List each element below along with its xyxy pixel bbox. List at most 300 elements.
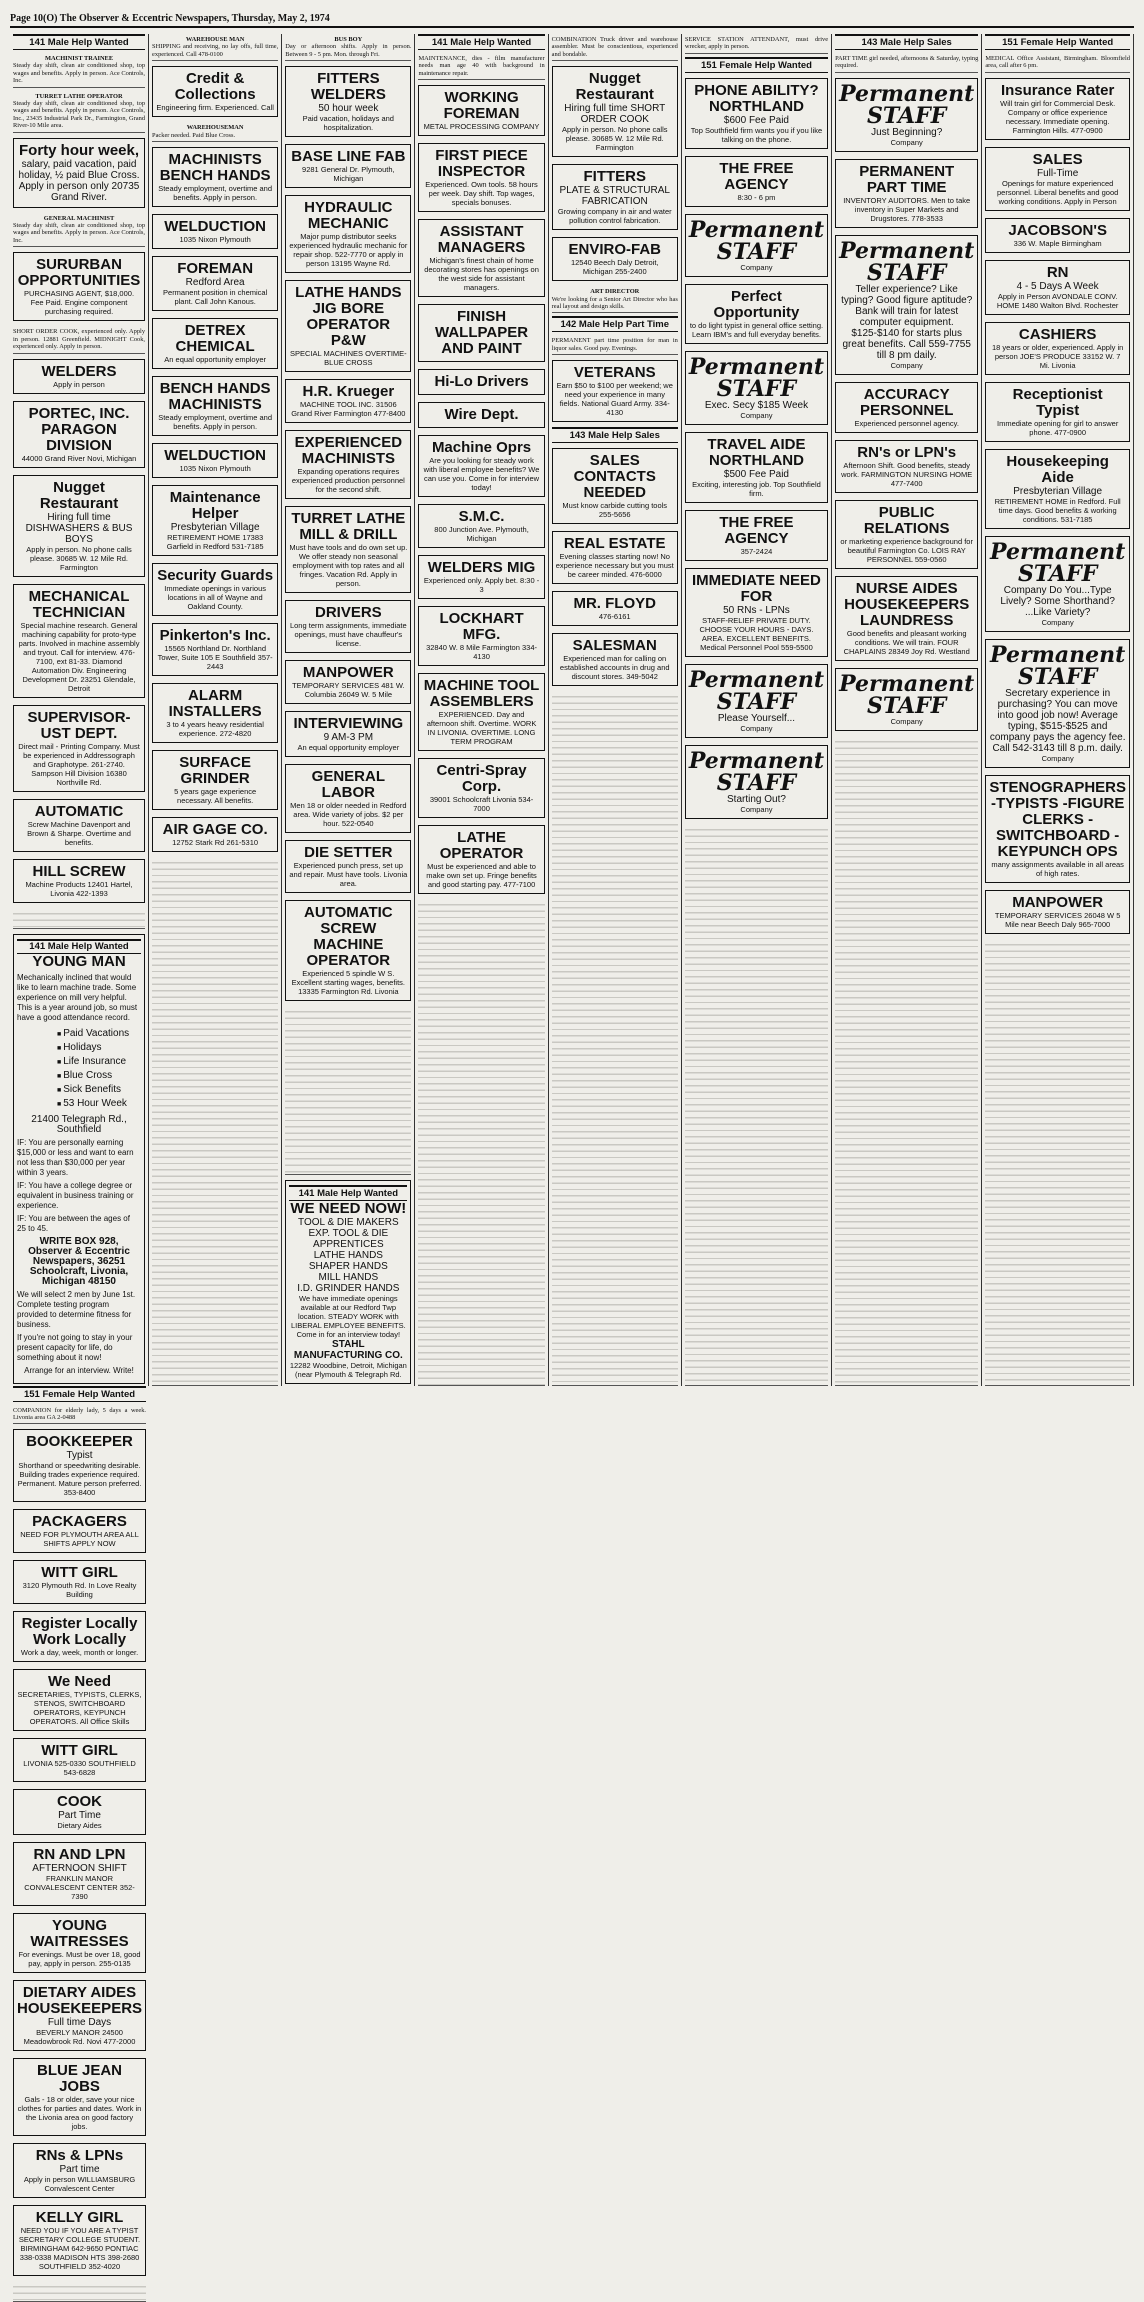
ad-details: Gals - 18 or older, save your nice clothes for parties and dates. Work in the Livonia area on good factory jobs. [17, 2095, 142, 2131]
benefit-item: ■ Paid Vacations [57, 1027, 141, 1041]
classified-ad [552, 286, 678, 313]
ad-subhead: Please Yourself... [689, 713, 824, 724]
ad-headline: TURRET LATHE MILL & DRILL [289, 511, 407, 543]
classified-column [682, 34, 832, 1386]
classified-ad [13, 326, 145, 353]
ad-invite: Come in for an interview today! [289, 1330, 407, 1339]
ad-details: 336 W. Maple Birmingham [989, 239, 1126, 248]
classified-ad [685, 34, 828, 54]
ad-headline: Centri-Spray Corp. [422, 763, 540, 795]
ad-subhead: Teller experience? Like typing? Good figure aptitude? Bank will train for latest computer equipment. $125-$140 for starts plus great benefits. Call 559-7755 till 8 pm daily. [839, 284, 974, 361]
ad-details: LIVONIA 525-0330 SOUTHFIELD 543-6828 [17, 1759, 142, 1777]
ad-details: Company [689, 263, 824, 272]
display-ad [285, 144, 411, 188]
display-ad [152, 214, 278, 249]
ad-details: Shorthand or speedwriting desirable. Building trades experience required. Permanent. Mature person preferred. 353-8400 [17, 1461, 142, 1497]
display-ad [13, 1738, 146, 1782]
ad-subhead: Presbyterian Village [989, 486, 1126, 497]
ad-headline: Permanent STAFF [689, 356, 824, 400]
ad-details: many assignments available in all areas of high rates. [989, 860, 1126, 878]
ad-headline: FINISH WALLPAPER AND PAINT [422, 309, 540, 357]
section-header: 141 Male Help Wanted [418, 34, 544, 50]
ad-details: Company [689, 724, 824, 733]
ad-details: NEED FOR PLYMOUTH AREA ALL SHIFTS APPLY NOW [17, 1530, 142, 1548]
ad-details: SECRETARIES, TYPISTS, CLERKS, STENOS, SWITCHBOARD OPERATORS, KEYPUNCH OPERATORS. All Office Skills [17, 1690, 142, 1726]
display-ad [985, 260, 1130, 315]
ad-headline: WELDUCTION [156, 219, 274, 235]
display-ad [685, 214, 828, 277]
ad-details: Special machine research. General machining capability for proto-type parts. Involved in machine assembly and tryout. Call for interview. 476-7100, ext 81-33. Diamond Automation Div. Engineering Development Dr. 23251 Glendale, Detroit [17, 621, 141, 693]
ad-details: EXPERIENCED. Day and afternoon shift. Overtime. WORK IN LIVONIA. OVERTIME. LONG TERM PROGRAM [422, 710, 540, 746]
ad-title: WAREHOUSE MAN [152, 36, 278, 43]
display-ad [13, 1913, 146, 1973]
ad-headline: Security Guards [156, 568, 274, 584]
ad-headline: MANPOWER [989, 895, 1126, 911]
ad-headline: BENCH HANDS MACHINISTS [156, 381, 274, 413]
ad-headline: LOCKHART MFG. [422, 611, 540, 643]
classified-ad [13, 213, 145, 248]
ad-headline: KELLY GIRL [17, 2210, 142, 2226]
ad-details: 3120 Plymouth Rd. In Love Realty Building [17, 1581, 142, 1599]
ad-headline: Permanent STAFF [839, 673, 974, 717]
display-ad [152, 147, 278, 207]
ad-headline: AUTOMATIC SCREW MACHINE OPERATOR [289, 905, 407, 969]
display-ad [985, 147, 1130, 211]
display-ad [152, 563, 278, 616]
ad-body: SHIPPING and receiving, no lay offs, full time, experienced. Call 478-0100 [152, 43, 278, 57]
display-ad [418, 555, 544, 599]
ad-details: 5 years gage experience necessary. All benefits. [156, 787, 274, 805]
ad-subhead: $600 Fee Paid [689, 115, 824, 126]
ad-details: Men 18 or older needed in Redford area. Wide variety of jobs. $2 per hour. 522-0540 [289, 801, 407, 828]
ad-headline: LATHE OPERATOR [422, 830, 540, 862]
classified-column [549, 34, 682, 1386]
display-ad [552, 633, 678, 686]
display-ad [13, 1611, 146, 1662]
ad-details: Evening classes starting now! No experience necessary but you must be career minded. 476-6000 [556, 552, 674, 579]
ad-headline: LATHE HANDS JIG BORE OPERATOR P&W [289, 285, 407, 349]
display-ad [13, 1669, 146, 1731]
fine-print-ads [985, 939, 1130, 1386]
ad-details: 12540 Beech Daly Detroit, Michigan 255-2400 [556, 258, 674, 276]
ad-headline: Credit & Collections [156, 71, 274, 103]
classified-ad [152, 122, 278, 142]
ad-details: to do light typist in general office setting. Learn IBM's and full everyday benefits. [689, 321, 824, 339]
ad-headline: SURFACE GRINDER [156, 755, 274, 787]
ad-details: Apply in person. No phone calls please. 30685 W. 12 Mile Rd. Farmington [17, 545, 141, 572]
ad-details: Company [839, 138, 974, 147]
display-ad [418, 143, 544, 212]
ad-headline: Pinkerton's Inc. [156, 628, 274, 644]
ad-details: TEMPORARY SERVICES 481 W. Columbia 26049 W. 5 Mile [289, 681, 407, 699]
ad-details: Paid vacation, holidays and hospitalization. [289, 114, 407, 132]
job-title: LATHE HANDS [289, 1250, 407, 1261]
ad-body: MAINTENANCE, dies - film manufacturer needs man age 40 with background in maintenance repair. [418, 55, 544, 77]
fine-print-ads [13, 908, 145, 929]
section-header: 143 Male Help Sales [835, 34, 978, 50]
newspaper-page [10, 10, 1134, 1860]
ad-body: We have immediate openings available at our Redford Twp location. STEADY WORK with LIBERAL EMPLOYEE BENEFITS. [289, 1294, 407, 1330]
display-ad [985, 382, 1130, 442]
classified-ad [552, 335, 678, 355]
ad-subhead: Starting Out? [689, 794, 824, 805]
ad-details: BEVERLY MANOR 24500 Meadowbrook Rd. Novi 477-2000 [17, 2028, 142, 2046]
display-ad [685, 510, 828, 561]
ad-subhead: Redford Area [156, 277, 274, 288]
section-header: 151 Female Help Wanted [985, 34, 1130, 50]
display-ad [13, 584, 145, 698]
ad-details: INVENTORY AUDITORS. Men to take inventory in Super Markets and Drugstores. 778-3533 [839, 196, 974, 223]
classified-ad [13, 53, 145, 88]
display-ad [418, 504, 544, 548]
display-ad [985, 218, 1130, 253]
ad-subhead: Hiring full time DISHWASHERS & BUS BOYS [17, 512, 141, 545]
ad-headline: WELDERS MIG [422, 560, 540, 576]
display-ad [418, 435, 544, 497]
display-ad [13, 401, 145, 468]
ad-headline: GENERAL LABOR [289, 769, 407, 801]
ad-details: For evenings. Must be over 18, good pay, apply in person. 255-0135 [17, 1950, 142, 1968]
display-ad [835, 668, 978, 731]
ad-headline: WELDERS [17, 364, 141, 380]
ad-headline: PACKAGERS [17, 1514, 142, 1530]
ad-headline: INTERVIEWING [289, 716, 407, 732]
ad-details: 357-2424 [689, 547, 824, 556]
display-ad [285, 660, 411, 704]
display-ad [152, 750, 278, 810]
ad-details: Company [839, 361, 974, 370]
ad-headline: WITT GIRL [17, 1743, 142, 1759]
stahl-ad [285, 1180, 411, 1384]
ad-body: COMBINATION Truck driver and warehouse assembler. Must be conscientious, experienced and bondable. [552, 36, 678, 58]
classified-column [10, 1386, 149, 2302]
display-ad [418, 758, 544, 818]
page-title: Page 10(O) The Observer & Eccentric Newspapers, Thursday, May 2, 1974 [10, 13, 330, 24]
display-ad [552, 448, 678, 524]
ad-details: Experienced personnel agency. [839, 419, 974, 428]
ad-headline: DIE SETTER [289, 845, 407, 861]
ad-headline: RN's or LPN's [839, 445, 974, 461]
display-ad [13, 705, 145, 792]
ad-headline: SALES [989, 152, 1126, 168]
display-ad [13, 1560, 146, 1604]
display-ad [285, 764, 411, 833]
ad-headline: NURSE AIDES HOUSEKEEPERS LAUNDRESS [839, 581, 974, 629]
ad-details: Apply in person WILLIAMSBURG Convalescent Center [17, 2175, 142, 2193]
display-ad [13, 2058, 146, 2136]
ad-headline: MACHINISTS BENCH HANDS [156, 152, 274, 184]
section-header: 141 Male Help Wanted [17, 939, 141, 954]
classified-ad [152, 34, 278, 61]
ad-headline: Receptionist Typist [989, 387, 1126, 419]
ad-details: Must know carbide cutting tools 255-5656 [556, 501, 674, 519]
display-ad [13, 359, 145, 394]
display-ad [835, 500, 978, 569]
ad-headline: ACCURACY PERSONNEL [839, 387, 974, 419]
ad-headline: DRIVERS [289, 605, 407, 621]
young-man-ad [13, 934, 145, 1384]
ad-headline: SUPERVISOR-UST DEPT. [17, 710, 141, 742]
section-header: 142 Male Help Part Time [552, 316, 678, 332]
display-ad [552, 66, 678, 157]
ad-details: MACHINE TOOL INC. 31506 Grand River Farmington 477-8400 [289, 400, 407, 418]
ad-body: MEDICAL Office Assistant, Birmingham. Bloomfield area, call after 6 pm. [985, 55, 1130, 69]
ad-details: SPECIAL MACHINES OVERTIME-BLUE CROSS [289, 349, 407, 367]
ad-interview: Arrange for an interview. Write! [17, 1366, 141, 1376]
display-ad [13, 1509, 146, 1553]
ad-details: Company [989, 754, 1126, 763]
display-ad [13, 2205, 146, 2276]
ad-subhead: Hiring full time SHORT ORDER COOK [556, 103, 674, 125]
ad-title: MACHINIST TRAINEE [13, 55, 145, 62]
ad-details: 1035 Nixon Plymouth [156, 235, 274, 244]
ad-details: Permanent position in chemical plant. Call John Kanous. [156, 288, 274, 306]
display-ad [685, 156, 828, 207]
ad-details: or marketing experience background for beautiful Farmington Co. LOIS RAY PERSONNEL 559-0560 [839, 537, 974, 564]
ad-headline: YOUNG MAN [17, 954, 141, 970]
classified-ad [285, 34, 411, 61]
fine-print-ads [685, 824, 828, 1386]
display-ad [685, 432, 828, 503]
display-ad [152, 66, 278, 117]
display-ad [13, 2143, 146, 2198]
ad-headline: PERMANENT PART TIME [839, 164, 974, 196]
display-ad [13, 475, 145, 577]
ad-headline: BOOKKEEPER [17, 1434, 142, 1450]
ad-details: RETIREMENT HOME in Redford. Full time days. Good benefits & working conditions. 531-7185 [989, 497, 1126, 524]
display-ad [418, 606, 544, 666]
ad-details: NEED YOU IF YOU ARE A TYPIST SECRETARY COLLEGE STUDENT. BIRMINGHAM 642-9650 PONTIAC 338-0338 MADISON HTS 398-2680 SOUTHFIELD 352-4020 [17, 2226, 142, 2271]
job-title: TOOL & DIE MAKERS [289, 1217, 407, 1228]
job-title: I.D. GRINDER HANDS [289, 1283, 407, 1294]
ad-headline: AIR GAGE CO. [156, 822, 274, 838]
ad-details: 800 Junction Ave. Plymouth, Michigan [422, 525, 540, 543]
ad-body: We're looking for a Senior Art Director who has real layout and design skills. [552, 296, 678, 310]
display-ad [985, 78, 1130, 140]
section-header: 141 Male Help Wanted [13, 34, 145, 50]
ad-details: Work a day, week, month or longer. [17, 1648, 142, 1657]
ad-headline: FIRST PIECE INSPECTOR [422, 148, 540, 180]
ad-headline: Permanent STAFF [689, 669, 824, 713]
ad-body: Day or afternoon shifts. Apply in person. Between 9 - 5 pm. Mon. through Fri. [285, 43, 411, 57]
display-ad [552, 360, 678, 422]
ad-headline: MACHINE TOOL ASSEMBLERS [422, 678, 540, 710]
display-ad [685, 745, 828, 819]
ad-headline: TRAVEL AIDE NORTHLAND [689, 437, 824, 469]
ad-details: Dietary Aides [17, 1821, 142, 1830]
ad-details: Apply in person. No phone calls please. 30685 W. 12 Mile Rd. Farmington [556, 125, 674, 152]
display-ad [285, 66, 411, 137]
benefit-item: ■ Holidays [57, 1041, 141, 1055]
ad-subhead: Presbyterian Village [156, 522, 274, 533]
ad-details: Steady employment, overtime and benefits. Apply in person. [156, 413, 274, 431]
ad-subhead: Exec. Secy $185 Week [689, 400, 824, 411]
ad-headline: IMMEDIATE NEED FOR [689, 573, 824, 605]
ad-headline: FITTERS [556, 169, 674, 185]
ad-details: Immediate openings in various locations in all of Wayne and Oakland County. [156, 584, 274, 611]
display-ad [13, 799, 145, 852]
display-ad [13, 252, 145, 321]
section-header: 151 Female Help Wanted [13, 1386, 146, 1402]
ad-details: 3 to 4 years heavy residential experience. 272-4820 [156, 720, 274, 738]
ad-subhead: Part Time [17, 1810, 142, 1821]
ad-headline: STENOGRAPHERS -TYPISTS -FIGURE CLERKS -SWITCHBOARD -KEYPUNCH OPS [989, 780, 1126, 860]
ad-subhead: 4 - 5 Days A Week [989, 281, 1126, 292]
display-ad [285, 430, 411, 499]
display-ad [285, 379, 411, 423]
display-ad [552, 237, 678, 281]
ad-headline: DIETARY AIDES HOUSEKEEPERS [17, 1985, 142, 2017]
fine-print-ads [285, 1006, 411, 1174]
display-ad [285, 280, 411, 372]
company-name: STAHL MANUFACTURING CO. [289, 1339, 407, 1361]
ad-headline: FOREMAN [156, 261, 274, 277]
ad-title: WAREHOUSEMAN [152, 124, 278, 131]
ad-headline: PUBLIC RELATIONS [839, 505, 974, 537]
ad-subhead: Part time [17, 2164, 142, 2175]
ad-headline: Register Locally Work Locally [17, 1616, 142, 1648]
fine-print-ads [152, 857, 278, 1385]
job-title: MILL HANDS [289, 1272, 407, 1283]
classified-ad [835, 53, 978, 73]
ad-details: Company [689, 805, 824, 814]
ad-details: Exciting, interesting job. Top Southfield firm. [689, 480, 824, 498]
ad-headline: Housekeeping Aide [989, 454, 1126, 486]
company-address: 12282 Woodbine, Detroit, Michigan (near Plymouth & Telegraph Rd. [289, 1361, 407, 1379]
ad-headline: CASHIERS [989, 327, 1126, 343]
display-ad [152, 485, 278, 556]
ad-details: Company [839, 717, 974, 726]
ad-body: Packer needed. Paid Blue Cross. [152, 132, 235, 139]
display-ad [285, 506, 411, 593]
fine-print-ads [13, 2281, 146, 2302]
display-ad [13, 1789, 146, 1835]
ad-details: 44000 Grand River Novi, Michigan [17, 454, 141, 463]
ad-subhead: salary, paid vacation, paid holiday, ½ paid Blue Cross. Apply in person only 20735 Grand River. [17, 159, 141, 203]
ad-title: TURRET LATHE OPERATOR [13, 93, 145, 100]
ad-headline: Perfect Opportunity [689, 289, 824, 321]
display-ad [13, 138, 145, 208]
ad-details: RETIREMENT HOME 17383 Garfield in Redford 531-7185 [156, 533, 274, 551]
ad-headline: Permanent STAFF [839, 240, 974, 284]
ad-details: Earn $50 to $100 per weekend; we need your experience in many fields. National Guard Army. 334-4130 [556, 381, 674, 417]
ad-details: Machine Products 12401 Hartel, Livonia 422-1393 [17, 880, 141, 898]
ad-details: FRANKLIN MANOR CONVALESCENT CENTER 352-7390 [17, 1874, 142, 1901]
ad-headline: Maintenance Helper [156, 490, 274, 522]
ad-headline: RN [989, 265, 1126, 281]
ad-body: Steady day shift, clean air conditioned shop, top wages and benefits. Apply in person. Ace Controls, Inc. [13, 62, 145, 84]
ad-subhead: Typist [17, 1450, 142, 1461]
ad-subhead: 50 hour week [289, 103, 407, 114]
masthead [10, 10, 1134, 28]
benefit-item: ■ Life Insurance [57, 1055, 141, 1069]
ad-subhead: Just Beginning? [839, 127, 974, 138]
ad-details: STAFF-RELIEF PRIVATE DUTY. CHOOSE YOUR HOURS - DAYS. AREA. EXCELLENT BENEFITS. Medical Personnel Pool 559-5500 [689, 616, 824, 652]
ad-details: Experienced. Own tools. 58 hours per week. Day shift. Top wages, specials bonuses. [422, 180, 540, 207]
display-ad [152, 318, 278, 369]
ad-details: 476-6161 [556, 612, 674, 621]
ad-headline: Machine Oprs [422, 440, 540, 456]
classified-ad [985, 53, 1130, 73]
ad-headline: JACOBSON'S [989, 223, 1126, 239]
ad-condition: IF: You have a college degree or equivalent in business training or experience. [17, 1181, 141, 1211]
ad-headline: VETERANS [556, 365, 674, 381]
ad-headline: S.M.C. [422, 509, 540, 525]
ad-headline: PORTEC, INC. PARAGON DIVISION [17, 406, 141, 454]
ad-headline: BASE LINE FAB [289, 149, 407, 165]
display-ad [685, 568, 828, 657]
fine-print-ads [552, 691, 678, 1385]
ad-headline: SALES CONTACTS NEEDED [556, 453, 674, 501]
display-ad [418, 402, 544, 428]
ad-headline: PHONE ABILITY? NORTHLAND [689, 83, 824, 115]
ad-details: Are you looking for steady work with liberal employee benefits? We can use you. Come in for interview today! [422, 456, 540, 492]
ad-details: TEMPORARY SERVICES 26048 W 5 Mile near Beech Daly 965-7000 [989, 911, 1126, 929]
ad-headline: FITTERS WELDERS [289, 71, 407, 103]
job-title: SHAPER HANDS [289, 1261, 407, 1272]
display-ad [985, 639, 1130, 768]
classified-column [10, 34, 149, 1386]
ad-headline: RNs & LPNs [17, 2148, 142, 2164]
ad-headline: BLUE JEAN JOBS [17, 2063, 142, 2095]
display-ad [552, 591, 678, 626]
ad-subhead: PLATE & STRUCTURAL FABRICATION [556, 185, 674, 207]
classified-ad [418, 53, 544, 80]
display-ad [552, 164, 678, 230]
benefit-item: ■ Blue Cross [57, 1069, 141, 1083]
ad-body: PERMANENT part time position for man in liquor sales. Good pay. Evenings. [552, 337, 678, 351]
ad-headline: ASSISTANT MANAGERS [422, 224, 540, 256]
display-ad [13, 859, 145, 903]
benefit-list [17, 1027, 141, 1111]
ad-headline: YOUNG WAITRESSES [17, 1918, 142, 1950]
ad-headline: HYDRAULIC MECHANIC [289, 200, 407, 232]
classified-ad [13, 1405, 146, 1425]
ad-details: Immediate opening for girl to answer phone. 477-0900 [989, 419, 1126, 437]
display-ad [152, 256, 278, 311]
ad-intro: Mechanically inclined that would like to learn machine trade. Some experience on mill very helpful. This is a year around job, so must have a good attendance record. [17, 973, 141, 1023]
display-ad [418, 219, 544, 297]
display-ad [835, 576, 978, 661]
ad-details: Top Southfield firm wants you if you like talking on the phone. [689, 126, 824, 144]
display-ad [285, 600, 411, 653]
ad-details: An equal opportunity employer [289, 743, 407, 752]
classified-column [832, 34, 982, 1386]
display-ad [285, 900, 411, 1001]
section-header: 151 Female Help Wanted [685, 57, 828, 73]
ad-body: SHORT ORDER COOK, experienced only. Apply in person. 12881 Greenfield. MIDNIGHT Cook, experienced only. Apply in person. [13, 328, 145, 350]
ad-headline: Permanent STAFF [689, 750, 824, 794]
ad-details: 39001 Schoolcraft Livonia 534-7000 [422, 795, 540, 813]
ad-headline: WORKING FOREMAN [422, 90, 540, 122]
display-ad [685, 284, 828, 344]
benefit-item: ■ Sick Benefits [57, 1083, 141, 1097]
ad-headline: Wire Dept. [422, 407, 540, 423]
classified-column [982, 34, 1134, 1386]
ad-details: Engineering firm. Experienced. Call [156, 103, 274, 112]
ad-closing: If you're not going to stay in your present capacity for life, do something about it now! [17, 1333, 141, 1363]
ad-body: COMPANION for elderly lady, 5 days a week. Livonia area GA 2-0488 [13, 1407, 146, 1421]
display-ad [152, 683, 278, 743]
ad-headline: Forty hour week, [17, 143, 141, 159]
ad-details: Michigan's finest chain of home decorating stores has openings on the west side for assistant managers. [422, 256, 540, 292]
ad-body: Steady day shift, clean air conditioned shop, top wages and benefits. Apply in person. Ace Controls, Inc. [13, 222, 145, 244]
ad-title: ART DIRECTOR [552, 288, 678, 295]
display-ad [835, 440, 978, 493]
display-ad [835, 235, 978, 375]
ad-details: 15565 Northland Dr. Northland Tower, Suite 105 E Southfield 357-2443 [156, 644, 274, 671]
section-header: 143 Male Help Sales [552, 427, 678, 443]
